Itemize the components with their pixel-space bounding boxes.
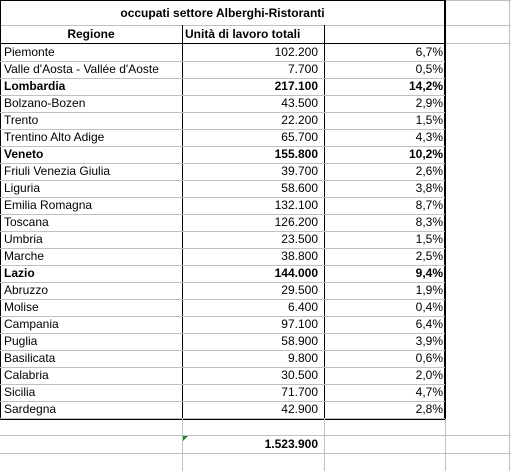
total-units-cell[interactable]: 1.523.900 <box>264 437 318 451</box>
region-cell[interactable]: Abruzzo <box>4 283 49 297</box>
percent-cell[interactable]: 8,7% <box>415 198 443 212</box>
row-gridline <box>0 418 445 419</box>
region-cell[interactable]: Bolzano-Bozen <box>4 96 86 110</box>
header-unita-lavoro[interactable]: Unità di lavoro totali <box>185 27 301 41</box>
row-gridline <box>0 453 511 454</box>
units-cell[interactable]: 7.700 <box>287 62 318 76</box>
region-cell[interactable]: Toscana <box>4 215 49 229</box>
units-cell[interactable]: 43.500 <box>281 96 318 110</box>
row-gridline <box>445 0 511 1</box>
region-cell[interactable]: Campania <box>4 317 59 331</box>
percent-cell[interactable]: 1,5% <box>415 113 443 127</box>
percent-cell[interactable]: 0,4% <box>415 300 443 314</box>
region-cell[interactable]: Umbria <box>4 232 43 246</box>
units-cell[interactable]: 39.700 <box>281 164 318 178</box>
sheet-title[interactable]: occupati settore Alberghi-Ristoranti <box>120 6 325 20</box>
percent-cell[interactable]: 1,9% <box>415 283 443 297</box>
column-gridline <box>445 419 446 471</box>
units-cell[interactable]: 30.500 <box>281 368 318 382</box>
percent-cell[interactable]: 0,5% <box>415 62 443 76</box>
percent-cell[interactable]: 2,0% <box>415 368 443 382</box>
region-cell[interactable]: Veneto <box>4 147 44 161</box>
region-cell[interactable]: Friuli Venezia Giulia <box>4 164 111 178</box>
units-cell[interactable]: 58.600 <box>281 181 318 195</box>
region-cell[interactable]: Piemonte <box>4 45 55 59</box>
percent-cell[interactable]: 2,6% <box>415 164 443 178</box>
column-gridline <box>324 419 325 471</box>
row-gridline <box>0 0 445 1</box>
percent-cell[interactable]: 2,5% <box>415 249 443 263</box>
units-cell[interactable]: 217.100 <box>274 79 318 93</box>
units-cell[interactable]: 6.400 <box>287 300 318 314</box>
region-cell[interactable]: Lombardia <box>4 79 66 93</box>
region-cell[interactable]: Valle d'Aosta - Vallée d'Aoste <box>4 62 159 76</box>
row-gridline <box>0 418 445 420</box>
region-cell[interactable]: Sardegna <box>4 402 57 416</box>
header-regione[interactable]: Regione <box>67 27 115 41</box>
region-cell[interactable]: Trento <box>4 113 39 127</box>
region-cell[interactable]: Emilia Romagna <box>4 198 93 212</box>
percent-cell[interactable]: 2,8% <box>415 402 443 416</box>
percent-cell[interactable]: 2,9% <box>415 96 443 110</box>
units-cell[interactable]: 97.100 <box>281 317 318 331</box>
percent-cell[interactable]: 1,5% <box>415 232 443 246</box>
percent-cell[interactable]: 0,6% <box>415 351 443 365</box>
percent-cell[interactable]: 9,4% <box>415 266 443 280</box>
region-cell[interactable]: Marche <box>4 249 45 263</box>
region-cell[interactable]: Puglia <box>4 334 38 348</box>
units-cell[interactable]: 42.900 <box>281 402 318 416</box>
percent-cell[interactable]: 4,3% <box>415 130 443 144</box>
units-cell[interactable]: 22.200 <box>281 113 318 127</box>
percent-cell[interactable]: 6,4% <box>415 317 443 331</box>
region-cell[interactable]: Lazio <box>4 266 35 280</box>
percent-cell[interactable]: 3,9% <box>415 334 443 348</box>
region-cell[interactable]: Calabria <box>4 368 49 382</box>
units-cell[interactable]: 71.700 <box>281 385 318 399</box>
units-cell[interactable]: 144.000 <box>274 266 318 280</box>
units-cell[interactable]: 38.800 <box>281 249 318 263</box>
units-cell[interactable]: 58.900 <box>281 334 318 348</box>
percent-cell[interactable]: 14,2% <box>408 79 443 93</box>
units-cell[interactable]: 23.500 <box>281 232 318 246</box>
units-cell[interactable]: 102.200 <box>274 45 318 59</box>
region-cell[interactable]: Liguria <box>4 181 41 195</box>
region-cell[interactable]: Basilicata <box>4 351 56 365</box>
units-cell[interactable]: 9.800 <box>287 351 318 365</box>
region-cell[interactable]: Molise <box>4 300 39 314</box>
units-cell[interactable]: 65.700 <box>281 130 318 144</box>
region-cell[interactable]: Sicilia <box>4 385 36 399</box>
percent-cell[interactable]: 4,7% <box>415 385 443 399</box>
units-cell[interactable]: 155.800 <box>274 147 318 161</box>
percent-cell[interactable]: 6,7% <box>415 45 443 59</box>
header-percent[interactable] <box>325 26 445 43</box>
row-gridline <box>445 25 511 26</box>
percent-cell[interactable]: 3,8% <box>415 181 443 195</box>
units-cell[interactable]: 132.100 <box>274 198 318 212</box>
row-gridline <box>445 43 511 44</box>
units-cell[interactable]: 29.500 <box>281 283 318 297</box>
units-cell[interactable]: 126.200 <box>274 215 318 229</box>
column-gridline <box>509 0 510 471</box>
percent-cell[interactable]: 10,2% <box>408 147 443 161</box>
percent-cell[interactable]: 8,3% <box>415 215 443 229</box>
region-cell[interactable]: Trentino Alto Adige <box>4 130 105 144</box>
